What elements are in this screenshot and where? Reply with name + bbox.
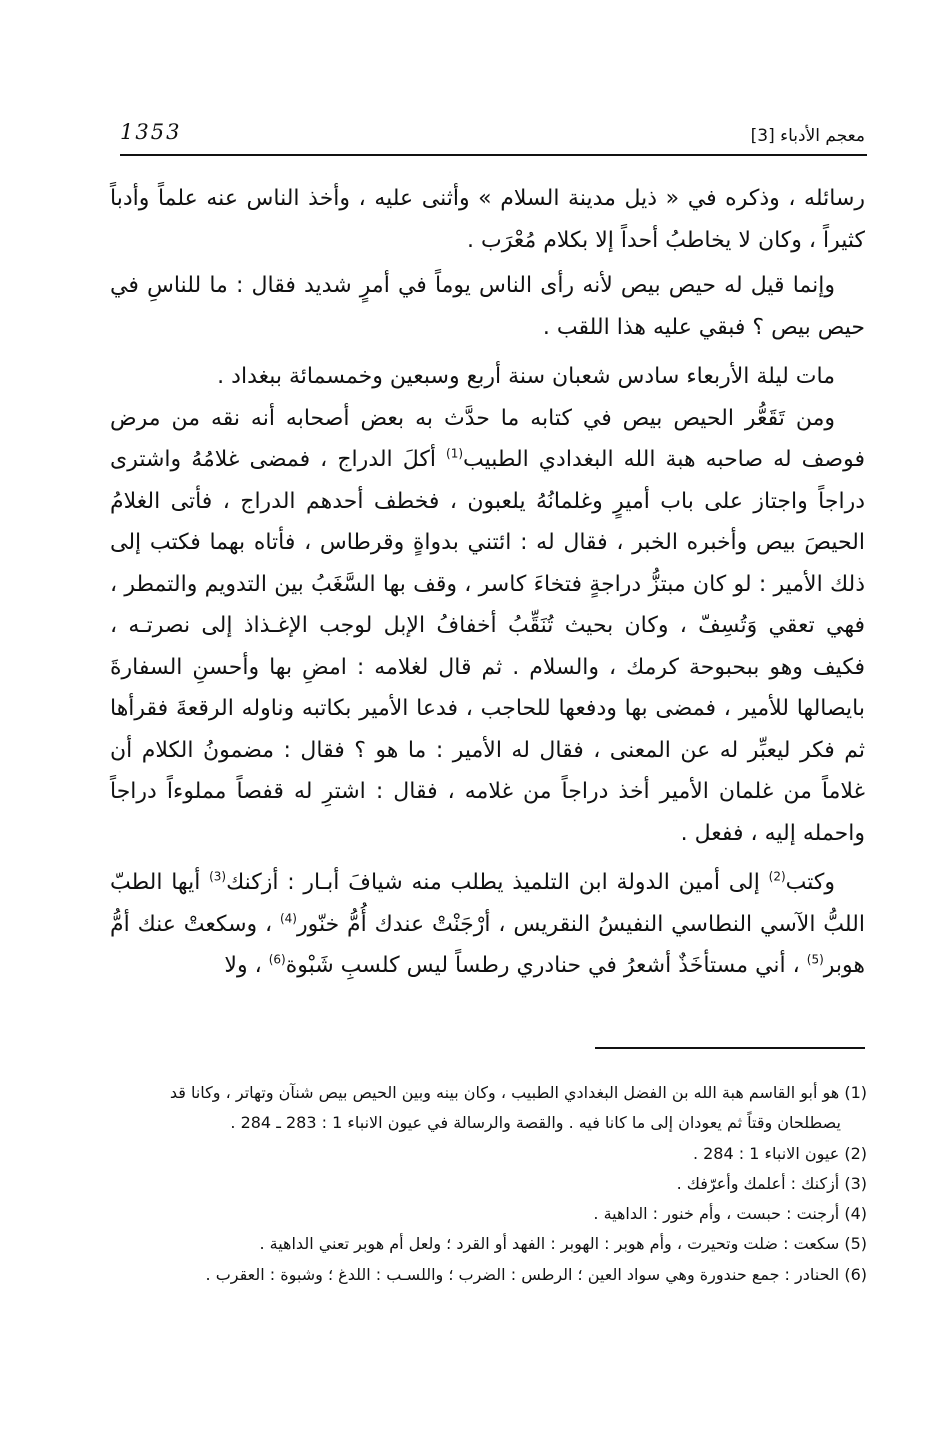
page-number: 1353 <box>120 120 182 144</box>
footnote-ref-3: (3) <box>209 869 227 884</box>
footnote-rule <box>595 1047 865 1049</box>
paragraph-5-text-a: وكتب <box>785 870 835 895</box>
running-header <box>120 118 865 152</box>
paragraph-5-text-d: ، وسكعتْ عنك أمُّ هوبر <box>110 911 865 978</box>
paragraph-3: مات ليلة الأربعاء سادس شعبان سنة أربع وسبعين وخمسمائة ببغداد . <box>217 364 835 389</box>
paragraph-4-text-a: ومن تَقَعُّر الحيص بيص في كتابه ما حدَّث به بعض أصحابه أنه نقه من مرض فوصف له صاحبه هبة الله البغدادي الطبيب <box>110 405 865 472</box>
footnote-5: (5) سكعت : ضلت وتحيرت ، وأم هوبر : الهوبر : الفهد أو القرد ؛ ولعل أم هوبر تعني الداهية . <box>259 1234 867 1254</box>
footnote-ref-2: (2) <box>768 869 786 884</box>
footnote-4: (4) أرجنت : حبست ، وأم خنور : الداهية . <box>593 1204 867 1224</box>
paragraph-4-text-b: أكلَ الدراج ، فمضى غلامُهُ واشترى دراجاً واجتاز على باب أميرٍ وغلمانُهُ يلعبون ، فخطف أحدهم الدراج ، فأتى الغلامُ الحيصَ بيص وأخبره الخبر ، فقال له : ائتني بدواةٍ وقرطاس ، فأتاه بهما فكتب إلى ذلك الأمير : لو كان مبتزُّ دراجةٍ فتخاءَ كاسر ، وقف بها السَّغَبُ بين التدويم والتمطر ، فهي تعقي وَتُسِفّ ، وكان بحيث تُنَقِّبُ أخفافُ الإبل لوجب الإغـذاذ إلى نصرتـه ، فكيف وهو ببحبوحة كرمك ، والسلام . ثم قال لغلامه : امضِ بها وأحسنِ السفارةَ بايصالها للأمير ، فمضى بها ودفعها للحاجب ، فدعا الأمير بكاتبه وناوله الرقعةَ فقرأها ثم فكر ليعبِّر له عن المعنى ، فقال له الأمير : ما هو ؟ فقال : مضمونُ الكلام أن غلاماً من غلمان الأمير أخذ دراجاً من غلامه ، فقال : اشترِ له قفصاً مملوءاً دراجاً واحمله إليه ، ففعل . <box>110 447 865 846</box>
footnote-ref-4: (4) <box>279 911 297 926</box>
paragraph-4 <box>110 398 865 855</box>
paragraph-5-text-f: ، ولا <box>224 953 269 978</box>
running-title: معجم الأدباء [3] <box>750 126 865 146</box>
footnote-3: (3) أزكنك : أعلمك وأعرّفك . <box>676 1173 867 1193</box>
paragraph-5 <box>110 862 865 987</box>
footnotes <box>110 1078 867 1290</box>
header-rule <box>120 154 867 156</box>
paragraph-5-text-e: ، أني مستأخَذٌ أشعرُ في حنادري رطساً ليس كلسبِ شَبْوة <box>285 953 807 978</box>
paragraph-2: وإنما قيل له حيص بيص لأنه رأى الناس يوماً في أمرٍ شديد فقال : ما للناسِ في حيص بيص ؟ فبقي عليه هذا اللقب . <box>110 273 865 340</box>
paragraph-5-text-c: أيها الطبّ اللبُّ الآسي النطاسي النفيسُ النقريس ، أرْجَنْتْ عندك أُمُّ خنّور <box>110 870 865 937</box>
footnote-ref-6: (6) <box>268 952 286 967</box>
footnote-ref-1: (1) <box>446 446 464 461</box>
footnote-1: (1) هو أبو القاسم هبة الله بن الفضل البغدادي الطبيب ، وكان بينه وبين الحيص بيص شنآن وتهاتر ، وكانا قد <box>169 1083 867 1102</box>
footnote-1-continued: يصطلحان وقتاً ثم يعودان إلى ما كانا فيه . والقصة والرسالة في عيون الانباء 1 : 283 ـ 284 . <box>230 1113 841 1133</box>
paragraph-1: رسائله ، وذكره في « ذيل مدينة السلام » وأثنى عليه ، وأخذ الناس عنه علماً وأدباً كثيراً ، وكان لا يخاطبُ أحداً إلا بكلام مُعْرَب . <box>110 186 865 253</box>
paragraph-5-text-b: إلى أمين الدولة ابن التلميذ يطلب منه شيافَ أبـار : أزكنك <box>226 870 769 895</box>
main-text <box>110 178 865 987</box>
footnote-ref-5: (5) <box>806 952 824 967</box>
footnote-6: (6) الحنادر : جمع حندورة وهي سواد العين ؛ الرطس : الضرب ؛ واللسـب : اللدغ ؛ وشبوة : العقرب . <box>205 1264 867 1284</box>
footnote-2: (2) عيون الانباء 1 : 284 . <box>692 1143 867 1163</box>
